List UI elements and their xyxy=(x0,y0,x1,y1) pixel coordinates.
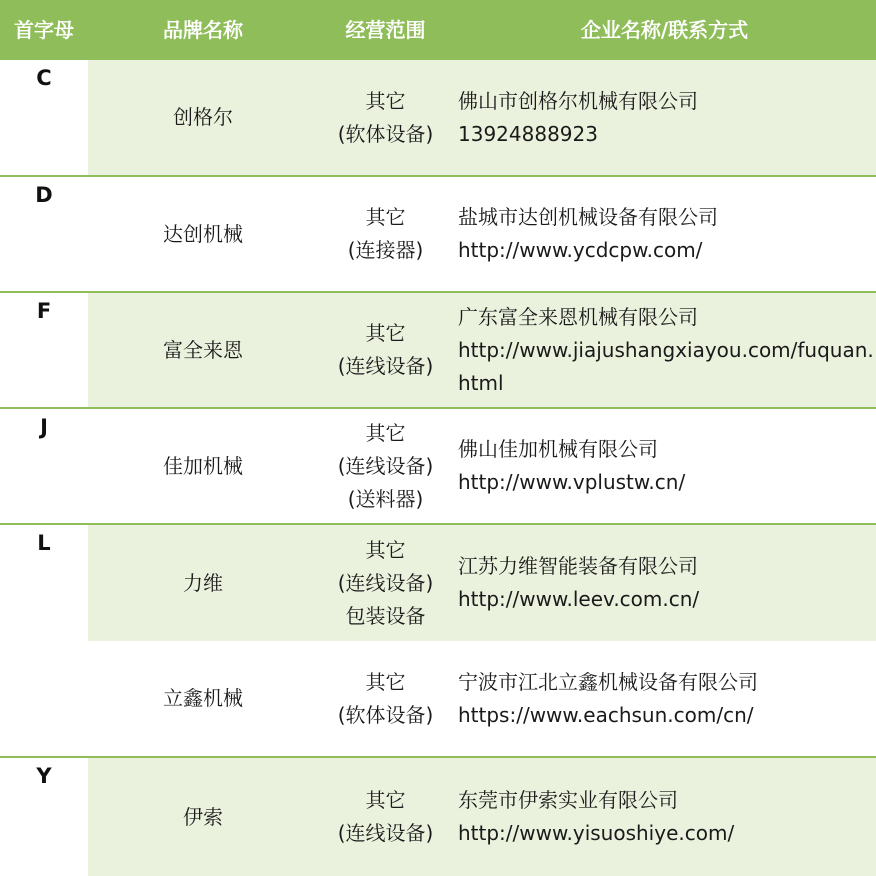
company-name: 东莞市伊索实业有限公司 xyxy=(458,788,678,812)
table-row xyxy=(88,525,876,641)
brand-name: 力维 xyxy=(183,570,223,595)
company-name: 佛山佳加机械有限公司 xyxy=(458,437,658,461)
letter-group-c xyxy=(0,60,876,177)
table-row xyxy=(88,293,876,407)
company-contact xyxy=(458,293,876,407)
letter-group-d xyxy=(0,177,876,293)
header-brand: 品牌名称 xyxy=(163,18,243,42)
letter-group-y xyxy=(0,758,876,876)
company-contact xyxy=(458,177,876,291)
letter-group-f xyxy=(0,293,876,409)
brand-name: 佳加机械 xyxy=(163,453,243,478)
initial-letter: Y xyxy=(0,758,88,876)
business-scope: 其它 (软体设备) xyxy=(337,88,434,146)
business-scope: 其它 (软体设备) xyxy=(337,669,434,727)
header-initial: 首字母 xyxy=(14,18,74,42)
header-company: 企业名称/联系方式 xyxy=(580,18,749,42)
company-contact xyxy=(458,60,876,175)
company-name: 盐城市达创机械设备有限公司 xyxy=(458,205,718,229)
initial-letter: J xyxy=(0,409,88,523)
initial-letter: D xyxy=(0,177,88,291)
initial-letter: L xyxy=(0,525,88,756)
business-scope: 其它 (连线设备) xyxy=(337,321,434,378)
business-scope: 其它 (连线设备) xyxy=(337,788,434,845)
table-row xyxy=(88,409,876,523)
brand-name: 达创机械 xyxy=(163,221,243,246)
company-name: 江苏力维智能装备有限公司 xyxy=(458,554,698,578)
contact-link[interactable]: http://www.leev.com.cn/ xyxy=(458,587,700,611)
initial-letter: C xyxy=(0,60,88,175)
contact-info: 13924888923 xyxy=(458,121,598,146)
table-header xyxy=(0,0,876,60)
brand-name: 立鑫机械 xyxy=(163,686,243,710)
contact-link[interactable]: http://www.jiajushangxiayou.com/fuquan.html xyxy=(458,337,874,395)
contact-link[interactable]: http://www.yisuoshiye.com/ xyxy=(458,821,735,845)
company-contact xyxy=(458,758,876,876)
table-row xyxy=(88,641,876,756)
company-contact xyxy=(458,525,876,641)
company-name: 宁波市江北立鑫机械设备有限公司 xyxy=(458,669,758,694)
company-name: 佛山市创格尔机械有限公司 xyxy=(458,88,698,113)
company-contact xyxy=(458,409,876,523)
contact-link[interactable]: http://www.ycdcpw.com/ xyxy=(458,238,703,262)
header-scope: 经营范围 xyxy=(345,18,426,42)
table-row xyxy=(88,177,876,291)
table-row xyxy=(88,758,876,876)
contact-link[interactable]: https://www.eachsun.com/cn/ xyxy=(458,702,754,727)
brand-name: 创格尔 xyxy=(173,105,233,129)
business-scope: 其它 (连线设备) (送料器) xyxy=(337,420,434,511)
letter-group-j xyxy=(0,409,876,525)
contact-link[interactable]: http://www.vplustw.cn/ xyxy=(458,470,686,494)
business-scope: 其它 (连接器) xyxy=(347,205,424,262)
letter-group-l xyxy=(0,525,876,758)
brand-name: 富全来恩 xyxy=(163,337,243,362)
brand-name: 伊索 xyxy=(183,804,223,829)
company-contact xyxy=(458,641,876,756)
company-name: 广东富全来恩机械有限公司 xyxy=(458,304,698,329)
initial-letter: F xyxy=(0,293,88,407)
table-row xyxy=(88,60,876,175)
business-scope: 其它 (连线设备) 包装设备 xyxy=(337,537,434,628)
